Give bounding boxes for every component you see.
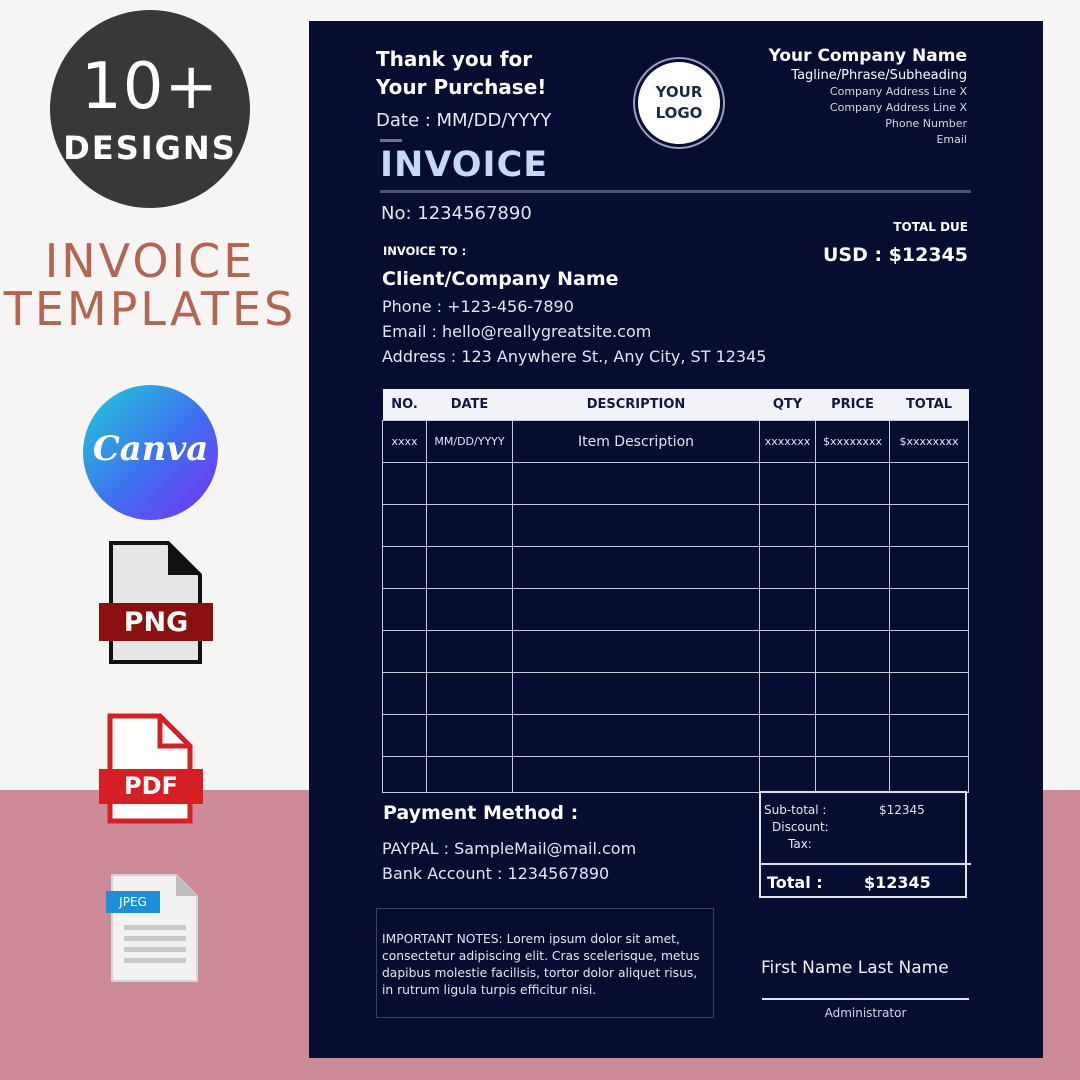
- company-phone: Phone Number: [885, 117, 967, 130]
- client-address: Address : 123 Anywhere St., Any City, ST 12345: [382, 347, 767, 366]
- table-cell: [816, 673, 890, 715]
- invoice-document: [309, 21, 1043, 1058]
- table-header-cell: DESCRIPTION: [513, 389, 760, 421]
- table-cell: [513, 673, 760, 715]
- table-header-row: [383, 389, 969, 421]
- logo-line2: LOGO: [655, 104, 703, 122]
- table-cell: [513, 631, 760, 673]
- table-cell: [816, 757, 890, 793]
- table-cell: $xxxxxxxx: [816, 421, 890, 463]
- table-row: [383, 673, 969, 715]
- client-phone: Phone : +123-456-7890: [382, 297, 574, 316]
- jpeg-file-icon: [104, 873, 200, 985]
- table-cell: [513, 463, 760, 505]
- invoice-title: INVOICE: [380, 145, 549, 185]
- table-cell: [760, 673, 816, 715]
- important-notes-box: [376, 908, 714, 1018]
- table-cell: [383, 715, 427, 757]
- table-row: [383, 505, 969, 547]
- table-cell: [890, 757, 969, 793]
- table-row: [383, 715, 969, 757]
- table-cell: [427, 589, 513, 631]
- table-cell: [427, 715, 513, 757]
- table-row: [383, 589, 969, 631]
- totals-divider: [761, 863, 971, 865]
- discount-label: Discount:: [772, 820, 829, 834]
- client-name: Client/Company Name: [382, 268, 619, 290]
- table-cell: [890, 631, 969, 673]
- table-cell: [760, 715, 816, 757]
- table-cell: [383, 673, 427, 715]
- table-cell: [383, 547, 427, 589]
- designs-count-badge: [50, 10, 250, 208]
- table-cell: [383, 505, 427, 547]
- table-cell: MM/DD/YYYY: [427, 421, 513, 463]
- table-cell: [513, 505, 760, 547]
- table-row: [383, 421, 969, 463]
- thank-you-line2: Your Purchase!: [376, 75, 547, 99]
- company-email: Email: [936, 133, 967, 146]
- thank-you-line1: Thank you for: [376, 47, 533, 71]
- company-address-2: Company Address Line X: [829, 101, 967, 114]
- line-items-table: [382, 389, 969, 793]
- canva-logo-icon: [83, 385, 218, 520]
- invoice-number: No: 1234567890: [381, 203, 532, 224]
- invoice-to-label: INVOICE TO :: [383, 244, 467, 258]
- badge-text: DESIGNS: [63, 129, 237, 167]
- company-name: Your Company Name: [768, 46, 967, 66]
- table-cell: [383, 463, 427, 505]
- table-cell: [427, 547, 513, 589]
- table-cell: xxxx: [383, 421, 427, 463]
- table-cell: [427, 463, 513, 505]
- table-cell: [427, 673, 513, 715]
- table-header-cell: QTY: [760, 389, 816, 421]
- client-email: Email : hello@reallygreatsite.com: [382, 322, 652, 341]
- promo-title-line2: TEMPLATES: [3, 282, 297, 336]
- company-address-1: Company Address Line X: [829, 85, 967, 98]
- jpeg-label: JPEG: [119, 895, 147, 909]
- table-row: [383, 757, 969, 793]
- table-cell: [760, 547, 816, 589]
- table-cell: [890, 589, 969, 631]
- table-cell: [890, 505, 969, 547]
- table-row: [383, 547, 969, 589]
- table-header-cell: PRICE: [816, 389, 890, 421]
- subtotal-label: Sub-total :: [764, 803, 827, 817]
- promo-title-line1: INVOICE: [44, 234, 256, 288]
- canva-label: Canva: [92, 429, 209, 469]
- table-cell: [760, 463, 816, 505]
- table-cell: xxxxxxx: [760, 421, 816, 463]
- company-tagline: Tagline/Phrase/Subheading: [791, 68, 967, 83]
- table-cell: [513, 757, 760, 793]
- table-cell: [513, 547, 760, 589]
- table-cell: [816, 715, 890, 757]
- table-row: [383, 631, 969, 673]
- subtotal-value: $12345: [879, 803, 925, 817]
- notes-label: IMPORTANT NOTES:: [382, 932, 503, 946]
- table-cell: [383, 757, 427, 793]
- title-divider: [380, 190, 971, 193]
- table-row: [383, 463, 969, 505]
- table-header-cell: DATE: [427, 389, 513, 421]
- table-header-cell: NO.: [383, 389, 427, 421]
- tax-label: Tax:: [788, 837, 812, 851]
- table-cell: [816, 505, 890, 547]
- notes-text: Lorem ipsum dolor sit amet, consectetur adipiscing elit. Cras scelerisque, metus dapibus molestie facilisis, tortor dolor aliquet risus, in rutrum ligula turpis efficitur nisi.: [382, 932, 700, 997]
- paypal-account: PAYPAL : SampleMail@mail.com: [382, 839, 637, 858]
- total-label: Total :: [767, 873, 823, 892]
- signature-line: [762, 998, 969, 1000]
- table-cell: [513, 715, 760, 757]
- table-header-cell: TOTAL: [890, 389, 969, 421]
- table-cell: [890, 715, 969, 757]
- bank-account: Bank Account : 1234567890: [382, 864, 610, 883]
- table-cell: [890, 463, 969, 505]
- table-cell: [760, 505, 816, 547]
- total-value: $12345: [864, 873, 931, 892]
- table-cell: [427, 757, 513, 793]
- pdf-label: PDF: [124, 772, 178, 800]
- table-cell: [890, 547, 969, 589]
- table-cell: [383, 631, 427, 673]
- png-label: PNG: [123, 607, 189, 638]
- table-cell: [816, 589, 890, 631]
- badge-number: 10+: [80, 50, 220, 124]
- totals-box: [759, 791, 967, 898]
- logo-line1: YOUR: [655, 83, 703, 101]
- table-cell: [427, 631, 513, 673]
- table-cell: [816, 547, 890, 589]
- total-due-value: USD : $12345: [822, 244, 968, 266]
- signer-title: Administrator: [824, 1006, 907, 1020]
- table-cell: [760, 757, 816, 793]
- title-accent: [380, 139, 402, 142]
- table-cell: [760, 631, 816, 673]
- total-due-label: TOTAL DUE: [893, 220, 968, 234]
- table-cell: [890, 673, 969, 715]
- company-logo-placeholder: [635, 59, 723, 147]
- signer-name: First Name Last Name: [761, 958, 949, 978]
- table-cell: [383, 589, 427, 631]
- table-cell: [760, 589, 816, 631]
- table-cell: [816, 631, 890, 673]
- table-cell: [816, 463, 890, 505]
- table-body: [383, 421, 969, 793]
- table-cell: [513, 589, 760, 631]
- table-cell: Item Description: [513, 421, 760, 463]
- table-cell: [427, 505, 513, 547]
- table-cell: $xxxxxxxx: [890, 421, 969, 463]
- payment-method-title: Payment Method :: [383, 802, 579, 824]
- invoice-date: Date : MM/DD/YYYY: [376, 110, 552, 131]
